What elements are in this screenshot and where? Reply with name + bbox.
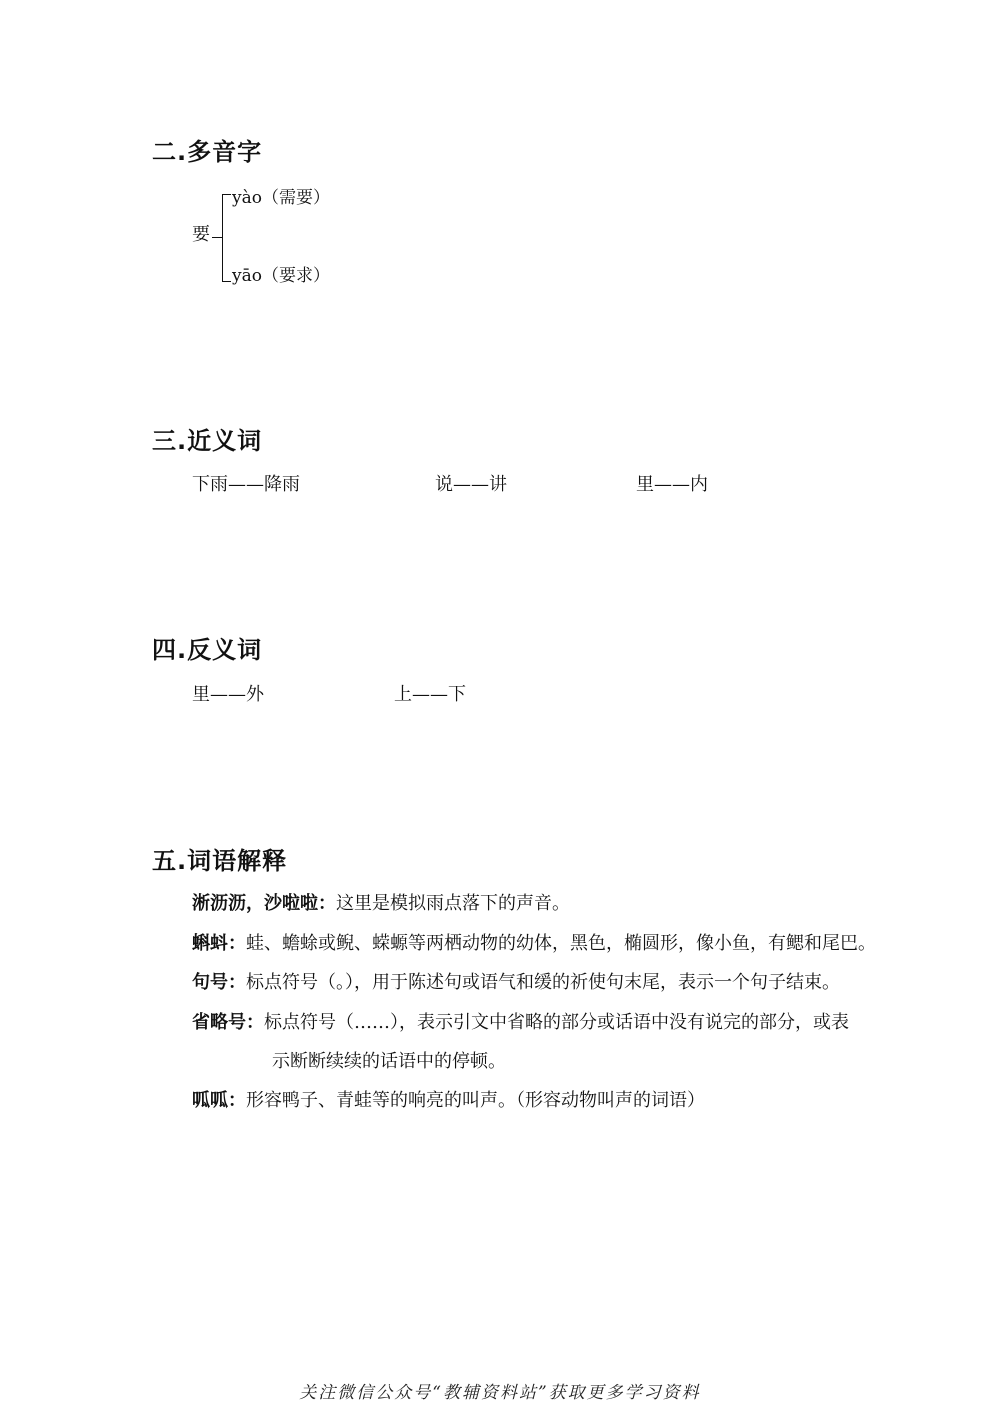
definition-continuation: 示断断续续的话语中的停顿。 (272, 1051, 506, 1072)
definitions-heading: 五.词语解释 (152, 847, 288, 875)
synonym-pair-3: 里——内 (636, 474, 708, 495)
definition-text: 标点符号（。），用于陈述句或语气和缓的祈使句末尾，表示一个句子结束。 (246, 972, 840, 993)
definition-text: 蛙、蟾蜍或鲵、蝾螈等两栖动物的幼体，黑色，椭圆形，像小鱼，有鳃和尾巴。 (246, 933, 876, 954)
definition-text: 形容鸭子、青蛙等的响亮的叫声。（形容动物叫声的词语） (246, 1090, 705, 1111)
definition-item (192, 889, 570, 915)
polyphone-reading-2: yāo（要求） (232, 266, 330, 286)
antonyms-heading: 四.反义词 (152, 636, 263, 664)
synonym-pair-2: 说——讲 (435, 474, 507, 495)
definition-term: 蝌蚪： (192, 933, 246, 954)
definition-term: 淅沥沥，沙啦啦： (192, 893, 336, 914)
bracket (222, 194, 231, 282)
definition-text: 标点符号（……），表示引文中省略的部分或话语中没有说完的部分，或表 (264, 1012, 849, 1033)
definition-term: 省略号： (192, 1012, 264, 1033)
antonym-pair-1: 里——外 (192, 684, 264, 705)
synonyms-heading: 三.近义词 (152, 427, 263, 455)
definition-text: 这里是模拟雨点落下的声音。 (336, 893, 570, 914)
footer-note: 关注微信公众号“教辅资料站”获取更多学习资料 (299, 1383, 701, 1403)
definition-item (192, 1086, 705, 1112)
definition-term: 句号： (192, 972, 246, 993)
definition-item (192, 968, 840, 994)
definition-item (192, 1008, 849, 1034)
antonym-pair-2: 上——下 (394, 684, 466, 705)
polyphone-character: 要 (192, 224, 210, 245)
polyphone-heading: 二.多音字 (152, 138, 263, 166)
definition-term: 呱呱： (192, 1090, 246, 1111)
definition-item (192, 929, 876, 955)
polyphone-reading-1: yào（需要） (232, 188, 330, 208)
synonym-pair-1: 下雨——降雨 (192, 474, 300, 495)
